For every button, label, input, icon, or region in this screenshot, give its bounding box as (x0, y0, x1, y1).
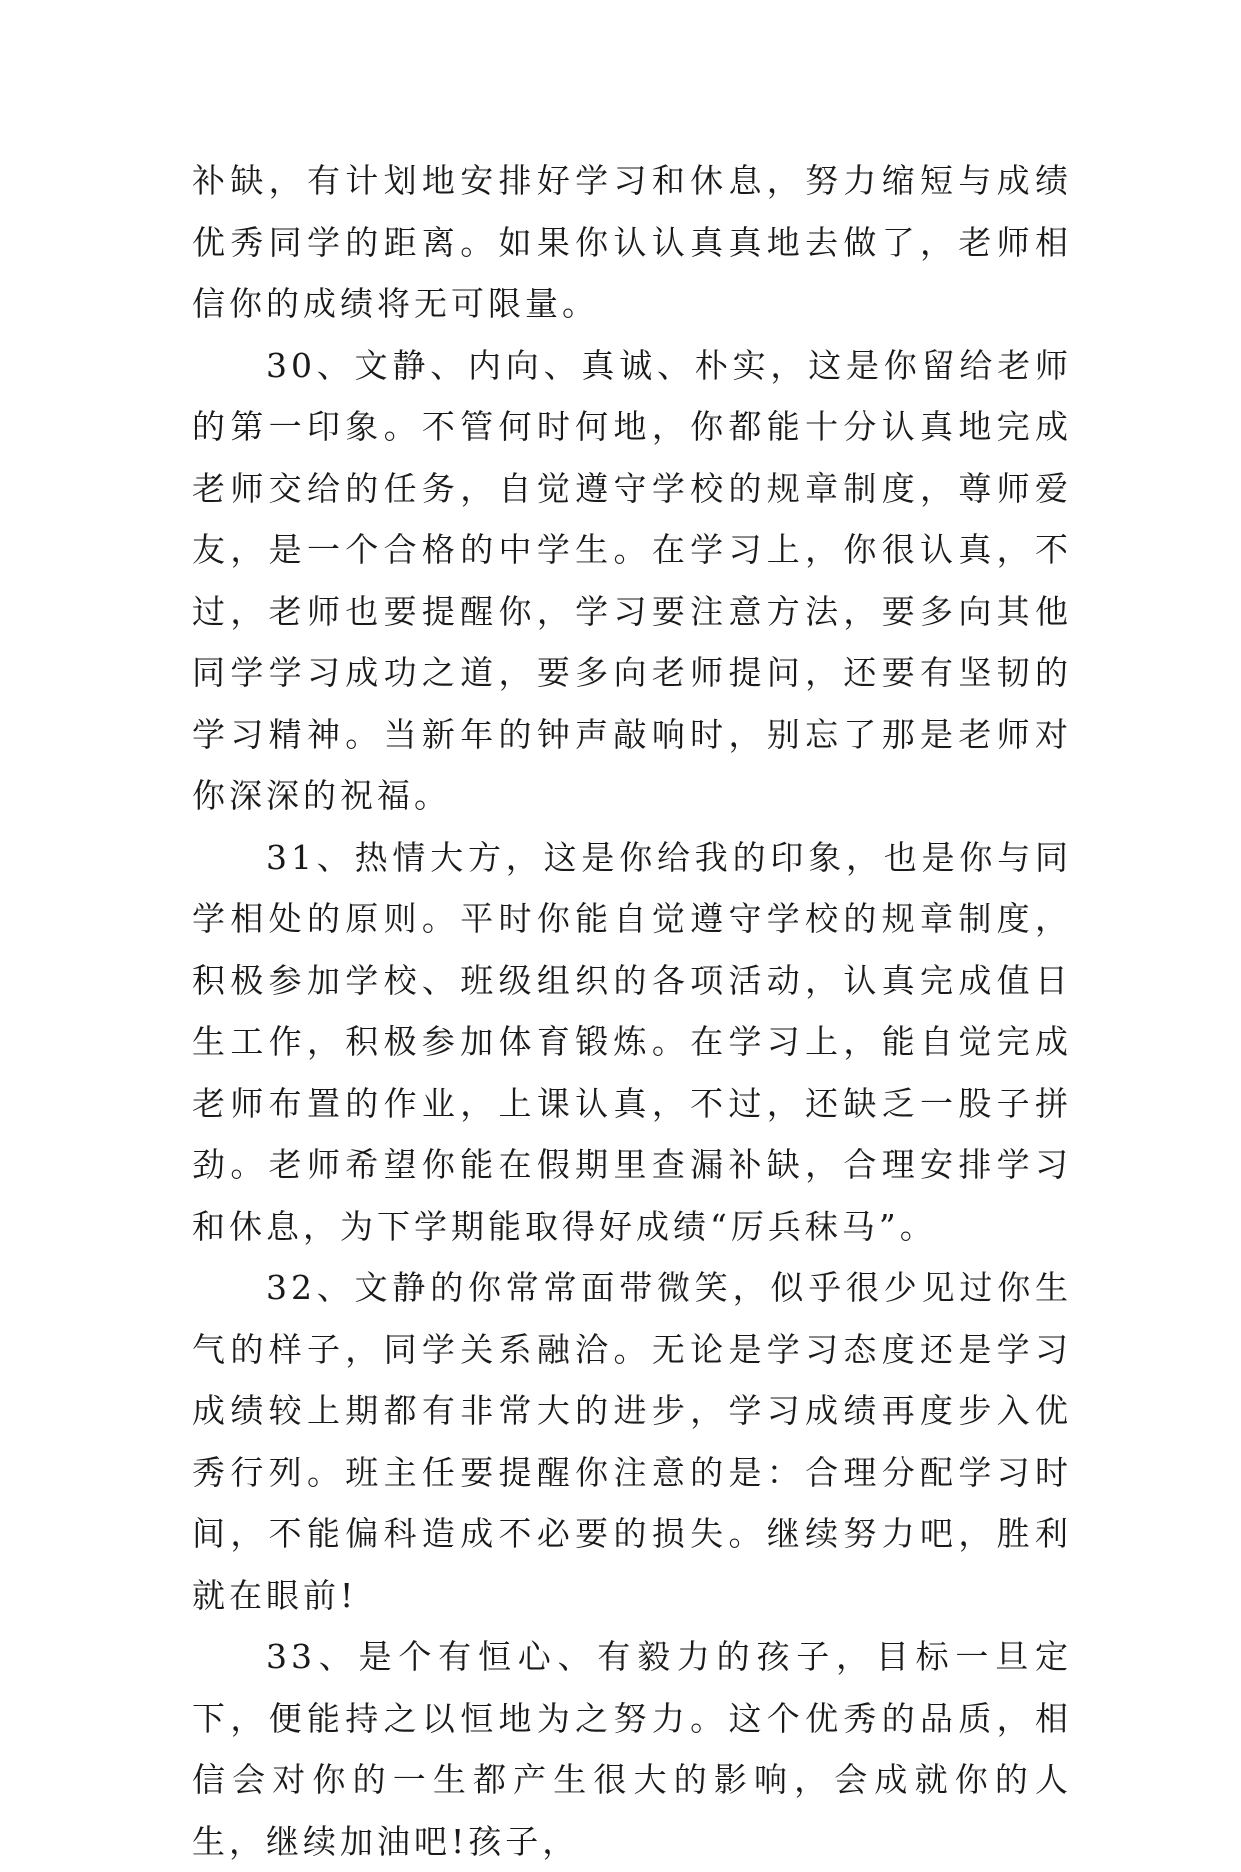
paragraph-33: 33、是个有恒心、有毅力的孩子，目标一旦定下，便能持之以恒地为之努力。这个优秀的品质，相信会对你的一生都产生很大的影响，会成就你的人生，继续加油吧!孩子， (192, 1637, 1072, 1861)
paragraph-31: 31、热情大方，这是你给我的印象，也是你与同学相处的原则。平时你能自觉遵守学校的规章制度，积极参加学校、班级组织的各项活动，认真完成值日生工作，积极参加体育锻炼。在学习上，能自觉完成老师布置的作业，上课认真，不过，还缺乏一股子拼劲。老师希望你能在假期里查漏补缺，合理安排学习和休息，为下学期能取得好成绩“厉兵秣马”。 (192, 837, 1072, 1246)
paragraph-32: 32、文静的你常常面带微笑，似乎很少见过你生气的样子，同学关系融洽。无论是学习态度还是学习成绩较上期都有非常大的进步，学习成绩再度步入优秀行列。班主任要提醒你注意的是：合理分配学习时间，不能偏科造成不必要的损失。继续努力吧，胜利就在眼前! (192, 1268, 1072, 1615)
document-body (192, 150, 1072, 1872)
paragraph-30: 30、文静、内向、真诚、朴实，这是你留给老师的第一印象。不管何时何地，你都能十分认真地完成老师交给的任务，自觉遵守学校的规章制度，尊师爱友，是一个合格的中学生。在学习上，你很认真，不过，老师也要提醒你，学习要注意方法，要多向其他同学学习成功之道，要多向老师提问，还要有坚韧的学习精神。当新年的钟声敲响时，别忘了那是老师对你深深的祝福。 (192, 345, 1072, 815)
paragraph-continuation: 补缺，有计划地安排好学习和休息，努力缩短与成绩优秀同学的距离。如果你认认真真地去做了，老师相信你的成绩将无可限量。 (192, 161, 1072, 323)
